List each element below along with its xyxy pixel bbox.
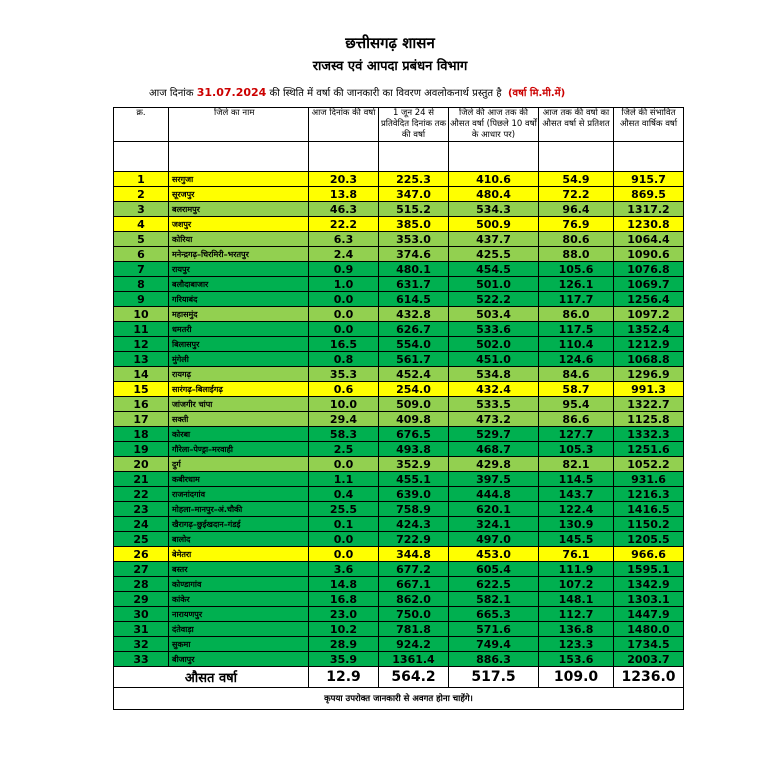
table-row: [114, 487, 684, 502]
row-avg-to-date: 432.4: [449, 382, 539, 397]
row-today: 0.0: [309, 322, 379, 337]
row-percent: 111.9: [539, 562, 614, 577]
row-today: 0.0: [309, 547, 379, 562]
row-percent: 148.1: [539, 592, 614, 607]
row-today: 0.9: [309, 262, 379, 277]
row-today: 23.0: [309, 607, 379, 622]
row-sno: 18: [114, 427, 169, 442]
row-annual: 1352.4: [614, 322, 684, 337]
row-percent: 130.9: [539, 517, 614, 532]
row-district-name: रायगढ़: [169, 367, 309, 382]
average-today: 12.9: [309, 667, 379, 688]
average-avg-to-date: 517.5: [449, 667, 539, 688]
table-row: [114, 172, 684, 187]
col-header-since-june: 1 जून 24 से प्रतिवेदित दिनांक तक की वर्षा: [379, 108, 449, 142]
row-since-june: 676.5: [379, 427, 449, 442]
footer-note-row: [114, 688, 684, 710]
row-annual: 1342.9: [614, 577, 684, 592]
row-avg-to-date: 620.1: [449, 502, 539, 517]
row-since-june: 352.9: [379, 457, 449, 472]
row-sno: 28: [114, 577, 169, 592]
row-sno: 7: [114, 262, 169, 277]
row-district-name: गौरेला–पेण्ड्रा–मरवाही: [169, 442, 309, 457]
row-avg-to-date: 749.4: [449, 637, 539, 652]
table-row: [114, 607, 684, 622]
row-percent: 86.6: [539, 412, 614, 427]
row-district-name: महासमुंद: [169, 307, 309, 322]
row-since-june: 667.1: [379, 577, 449, 592]
row-district-name: बस्तर: [169, 562, 309, 577]
row-annual: 2003.7: [614, 652, 684, 667]
row-district-name: मुंगेली: [169, 352, 309, 367]
table-row: [114, 337, 684, 352]
row-annual: 1230.8: [614, 217, 684, 232]
row-since-june: 1361.4: [379, 652, 449, 667]
row-since-june: 554.0: [379, 337, 449, 352]
row-today: 2.4: [309, 247, 379, 262]
row-district-name: बेमेतरा: [169, 547, 309, 562]
row-avg-to-date: 503.4: [449, 307, 539, 322]
row-since-june: 614.5: [379, 292, 449, 307]
row-annual: 1296.9: [614, 367, 684, 382]
table-header-row: [114, 108, 684, 142]
row-percent: 80.6: [539, 232, 614, 247]
row-today: 16.8: [309, 592, 379, 607]
row-avg-to-date: 437.7: [449, 232, 539, 247]
row-today: 14.8: [309, 577, 379, 592]
row-avg-to-date: 429.8: [449, 457, 539, 472]
row-since-june: 347.0: [379, 187, 449, 202]
table-row: [114, 592, 684, 607]
row-today: 0.8: [309, 352, 379, 367]
col-header-today: आज दिनांक की वर्षा: [309, 108, 379, 142]
row-avg-to-date: 497.0: [449, 532, 539, 547]
table-row: [114, 247, 684, 262]
row-district-name: धमतरी: [169, 322, 309, 337]
row-avg-to-date: 410.6: [449, 172, 539, 187]
row-sno: 32: [114, 637, 169, 652]
table-row: [114, 442, 684, 457]
row-sno: 19: [114, 442, 169, 457]
row-district-name: कांकेर: [169, 592, 309, 607]
row-since-june: 409.8: [379, 412, 449, 427]
col-header-annual: जिले की संभावित औसत वार्षिक वर्षा: [614, 108, 684, 142]
row-today: 1.1: [309, 472, 379, 487]
row-avg-to-date: 534.8: [449, 367, 539, 382]
row-annual: 915.7: [614, 172, 684, 187]
table-row: [114, 292, 684, 307]
row-today: 29.4: [309, 412, 379, 427]
row-annual: 1216.3: [614, 487, 684, 502]
row-percent: 117.7: [539, 292, 614, 307]
table-row: [114, 277, 684, 292]
row-annual: 1212.9: [614, 337, 684, 352]
row-today: 0.0: [309, 532, 379, 547]
row-district-name: कोरबा: [169, 427, 309, 442]
row-since-june: 722.9: [379, 532, 449, 547]
row-annual: 1205.5: [614, 532, 684, 547]
row-annual: 1317.2: [614, 202, 684, 217]
header-spacer-row: [114, 142, 684, 172]
row-since-june: 424.3: [379, 517, 449, 532]
row-annual: 1332.3: [614, 427, 684, 442]
table-row: [114, 637, 684, 652]
row-sno: 20: [114, 457, 169, 472]
row-sno: 31: [114, 622, 169, 637]
row-district-name: बिलासपुर: [169, 337, 309, 352]
row-annual: 991.3: [614, 382, 684, 397]
row-avg-to-date: 582.1: [449, 592, 539, 607]
row-today: 20.3: [309, 172, 379, 187]
average-percent: 109.0: [539, 667, 614, 688]
row-annual: 1322.7: [614, 397, 684, 412]
table-row: [114, 457, 684, 472]
row-percent: 143.7: [539, 487, 614, 502]
row-annual: 1069.7: [614, 277, 684, 292]
table-row: [114, 532, 684, 547]
row-sno: 2: [114, 187, 169, 202]
row-since-june: 781.8: [379, 622, 449, 637]
row-sno: 22: [114, 487, 169, 502]
row-since-june: 225.3: [379, 172, 449, 187]
row-since-june: 432.8: [379, 307, 449, 322]
table-row: [114, 322, 684, 337]
row-district-name: कोरिया: [169, 232, 309, 247]
row-annual: 1416.5: [614, 502, 684, 517]
row-district-name: राजनांदगांव: [169, 487, 309, 502]
row-district-name: सुकमा: [169, 637, 309, 652]
row-percent: 84.6: [539, 367, 614, 382]
row-today: 0.4: [309, 487, 379, 502]
subtitle-suffix: की स्थिति में वर्षा की जानकारी का विवरण अवलोकनार्थ प्रस्तुत है: [269, 88, 502, 99]
row-district-name: सक्ती: [169, 412, 309, 427]
row-since-june: 750.0: [379, 607, 449, 622]
average-row: [114, 667, 684, 688]
row-since-june: 385.0: [379, 217, 449, 232]
table-row: [114, 412, 684, 427]
row-percent: 58.7: [539, 382, 614, 397]
table-row: [114, 577, 684, 592]
table-row: [114, 187, 684, 202]
row-annual: 1480.0: [614, 622, 684, 637]
row-avg-to-date: 454.5: [449, 262, 539, 277]
table-row: [114, 472, 684, 487]
row-annual: 1251.6: [614, 442, 684, 457]
table-row: [114, 352, 684, 367]
row-today: 35.3: [309, 367, 379, 382]
row-annual: 1150.2: [614, 517, 684, 532]
row-since-june: 924.2: [379, 637, 449, 652]
row-since-june: 455.1: [379, 472, 449, 487]
row-annual: 1090.6: [614, 247, 684, 262]
row-avg-to-date: 453.0: [449, 547, 539, 562]
row-avg-to-date: 473.2: [449, 412, 539, 427]
row-since-june: 254.0: [379, 382, 449, 397]
row-today: 0.0: [309, 292, 379, 307]
row-annual: 1125.8: [614, 412, 684, 427]
row-annual: 1447.9: [614, 607, 684, 622]
rainfall-table: [113, 107, 684, 710]
row-today: 35.9: [309, 652, 379, 667]
page-title: छत्तीसगढ़ शासन: [345, 34, 435, 52]
department-title: राजस्व एवं आपदा प्रबंधन विभाग: [312, 59, 468, 74]
row-district-name: खैरागढ़–छुईखदान–गंडई: [169, 517, 309, 532]
row-sno: 26: [114, 547, 169, 562]
row-district-name: बीजापुर: [169, 652, 309, 667]
table-row: [114, 502, 684, 517]
row-sno: 6: [114, 247, 169, 262]
table-row: [114, 547, 684, 562]
table-row: [114, 307, 684, 322]
row-percent: 82.1: [539, 457, 614, 472]
row-district-name: बलरामपुर: [169, 202, 309, 217]
row-percent: 124.6: [539, 352, 614, 367]
row-percent: 86.0: [539, 307, 614, 322]
row-district-name: सरगुजा: [169, 172, 309, 187]
table-row: [114, 217, 684, 232]
row-today: 28.9: [309, 637, 379, 652]
row-avg-to-date: 665.3: [449, 607, 539, 622]
row-avg-to-date: 451.0: [449, 352, 539, 367]
row-district-name: बलौदाबाजार: [169, 277, 309, 292]
table-row: [114, 652, 684, 667]
row-percent: 110.4: [539, 337, 614, 352]
table-row: [114, 517, 684, 532]
row-sno: 33: [114, 652, 169, 667]
row-sno: 1: [114, 172, 169, 187]
row-district-name: मनेन्द्रगढ़–चिरमिरी–भरतपुर: [169, 247, 309, 262]
row-avg-to-date: 324.1: [449, 517, 539, 532]
row-percent: 117.5: [539, 322, 614, 337]
row-since-june: 677.2: [379, 562, 449, 577]
row-since-june: 480.1: [379, 262, 449, 277]
row-sno: 12: [114, 337, 169, 352]
row-avg-to-date: 622.5: [449, 577, 539, 592]
row-annual: 1256.4: [614, 292, 684, 307]
row-district-name: रायपुर: [169, 262, 309, 277]
row-avg-to-date: 501.0: [449, 277, 539, 292]
table-row: [114, 622, 684, 637]
row-avg-to-date: 425.5: [449, 247, 539, 262]
row-percent: 76.9: [539, 217, 614, 232]
row-avg-to-date: 571.6: [449, 622, 539, 637]
row-percent: 123.3: [539, 637, 614, 652]
row-since-june: 626.7: [379, 322, 449, 337]
row-since-june: 862.0: [379, 592, 449, 607]
table-row: [114, 427, 684, 442]
report-date: 31.07.2024: [196, 86, 267, 99]
row-sno: 8: [114, 277, 169, 292]
row-today: 10.2: [309, 622, 379, 637]
row-avg-to-date: 502.0: [449, 337, 539, 352]
row-sno: 23: [114, 502, 169, 517]
row-percent: 54.9: [539, 172, 614, 187]
row-today: 1.0: [309, 277, 379, 292]
row-since-june: 374.6: [379, 247, 449, 262]
row-percent: 127.7: [539, 427, 614, 442]
row-since-june: 509.0: [379, 397, 449, 412]
row-sno: 24: [114, 517, 169, 532]
row-percent: 76.1: [539, 547, 614, 562]
row-sno: 9: [114, 292, 169, 307]
row-percent: 95.4: [539, 397, 614, 412]
row-sno: 4: [114, 217, 169, 232]
report-subtitle: [149, 85, 565, 99]
subtitle-prefix: आज दिनांक: [149, 88, 194, 99]
row-annual: 1052.2: [614, 457, 684, 472]
row-annual: 1097.2: [614, 307, 684, 322]
table-row: [114, 202, 684, 217]
row-annual: 1734.5: [614, 637, 684, 652]
row-percent: 96.4: [539, 202, 614, 217]
row-since-june: 493.8: [379, 442, 449, 457]
row-avg-to-date: 480.4: [449, 187, 539, 202]
row-percent: 114.5: [539, 472, 614, 487]
col-header-sno: क्र.: [114, 108, 169, 142]
row-district-name: कबीरधाम: [169, 472, 309, 487]
row-sno: 29: [114, 592, 169, 607]
row-avg-to-date: 444.8: [449, 487, 539, 502]
row-today: 0.0: [309, 307, 379, 322]
row-today: 6.3: [309, 232, 379, 247]
row-sno: 16: [114, 397, 169, 412]
row-since-june: 452.4: [379, 367, 449, 382]
row-avg-to-date: 397.5: [449, 472, 539, 487]
row-avg-to-date: 533.5: [449, 397, 539, 412]
row-sno: 11: [114, 322, 169, 337]
average-since-june: 564.2: [379, 667, 449, 688]
row-avg-to-date: 534.3: [449, 202, 539, 217]
row-percent: 105.6: [539, 262, 614, 277]
row-percent: 107.2: [539, 577, 614, 592]
row-today: 16.5: [309, 337, 379, 352]
row-since-june: 561.7: [379, 352, 449, 367]
row-percent: 126.1: [539, 277, 614, 292]
row-today: 46.3: [309, 202, 379, 217]
row-annual: 931.6: [614, 472, 684, 487]
row-today: 25.5: [309, 502, 379, 517]
row-since-june: 344.8: [379, 547, 449, 562]
row-since-june: 515.2: [379, 202, 449, 217]
row-percent: 72.2: [539, 187, 614, 202]
row-avg-to-date: 468.7: [449, 442, 539, 457]
row-annual: 1064.4: [614, 232, 684, 247]
row-avg-to-date: 522.2: [449, 292, 539, 307]
row-today: 13.8: [309, 187, 379, 202]
unit-label: (वर्षा मि.मी.में): [507, 88, 566, 99]
row-today: 0.1: [309, 517, 379, 532]
table-row: [114, 562, 684, 577]
row-since-june: 639.0: [379, 487, 449, 502]
col-header-district: जिले का नाम: [169, 108, 309, 142]
row-today: 22.2: [309, 217, 379, 232]
row-annual: 869.5: [614, 187, 684, 202]
row-annual: 1076.8: [614, 262, 684, 277]
row-sno: 13: [114, 352, 169, 367]
row-percent: 122.4: [539, 502, 614, 517]
row-district-name: बालोद: [169, 532, 309, 547]
table-row: [114, 232, 684, 247]
table-body: [114, 172, 684, 667]
row-today: 2.5: [309, 442, 379, 457]
row-district-name: सारंगढ़–बिलाईगढ़: [169, 382, 309, 397]
average-annual: 1236.0: [614, 667, 684, 688]
row-percent: 153.6: [539, 652, 614, 667]
average-label: औसत वर्षा: [114, 667, 309, 688]
row-annual: 966.6: [614, 547, 684, 562]
row-percent: 105.3: [539, 442, 614, 457]
row-district-name: नारायणपुर: [169, 607, 309, 622]
row-sno: 15: [114, 382, 169, 397]
row-district-name: कोण्डागांव: [169, 577, 309, 592]
row-sno: 30: [114, 607, 169, 622]
table-row: [114, 262, 684, 277]
row-sno: 21: [114, 472, 169, 487]
row-sno: 17: [114, 412, 169, 427]
row-district-name: सूरजपुर: [169, 187, 309, 202]
row-today: 58.3: [309, 427, 379, 442]
row-sno: 25: [114, 532, 169, 547]
table-row: [114, 397, 684, 412]
row-today: 0.0: [309, 457, 379, 472]
row-sno: 14: [114, 367, 169, 382]
row-district-name: जांजगीर चांपा: [169, 397, 309, 412]
row-sno: 10: [114, 307, 169, 322]
row-percent: 112.7: [539, 607, 614, 622]
row-district-name: दुर्ग: [169, 457, 309, 472]
row-sno: 27: [114, 562, 169, 577]
row-percent: 136.8: [539, 622, 614, 637]
row-today: 0.6: [309, 382, 379, 397]
row-avg-to-date: 605.4: [449, 562, 539, 577]
row-annual: 1068.8: [614, 352, 684, 367]
row-percent: 145.5: [539, 532, 614, 547]
col-header-percent: आज तक की वर्षा का औसत वर्षा से प्रतिशत: [539, 108, 614, 142]
col-header-avg-to-date: जिले की आज तक की औसत वर्षा (पिछले 10 वर्षों के आधार पर): [450, 108, 537, 140]
row-since-june: 758.9: [379, 502, 449, 517]
row-percent: 88.0: [539, 247, 614, 262]
row-district-name: जशपुर: [169, 217, 309, 232]
row-avg-to-date: 533.6: [449, 322, 539, 337]
row-annual: 1595.1: [614, 562, 684, 577]
table-row: [114, 382, 684, 397]
table-row: [114, 367, 684, 382]
row-avg-to-date: 529.7: [449, 427, 539, 442]
row-district-name: दंतेवाड़ा: [169, 622, 309, 637]
row-sno: 3: [114, 202, 169, 217]
row-district-name: मोहला–मानपुर–अं.चौकी: [169, 502, 309, 517]
row-sno: 5: [114, 232, 169, 247]
row-district-name: गरियाबंद: [169, 292, 309, 307]
row-today: 10.0: [309, 397, 379, 412]
row-annual: 1303.1: [614, 592, 684, 607]
row-avg-to-date: 886.3: [449, 652, 539, 667]
row-since-june: 631.7: [379, 277, 449, 292]
row-today: 3.6: [309, 562, 379, 577]
row-avg-to-date: 500.9: [449, 217, 539, 232]
row-since-june: 353.0: [379, 232, 449, 247]
footer-note: कृपया उपरोक्त जानकारी से अवगत होना चाहेंगे।: [114, 688, 684, 710]
